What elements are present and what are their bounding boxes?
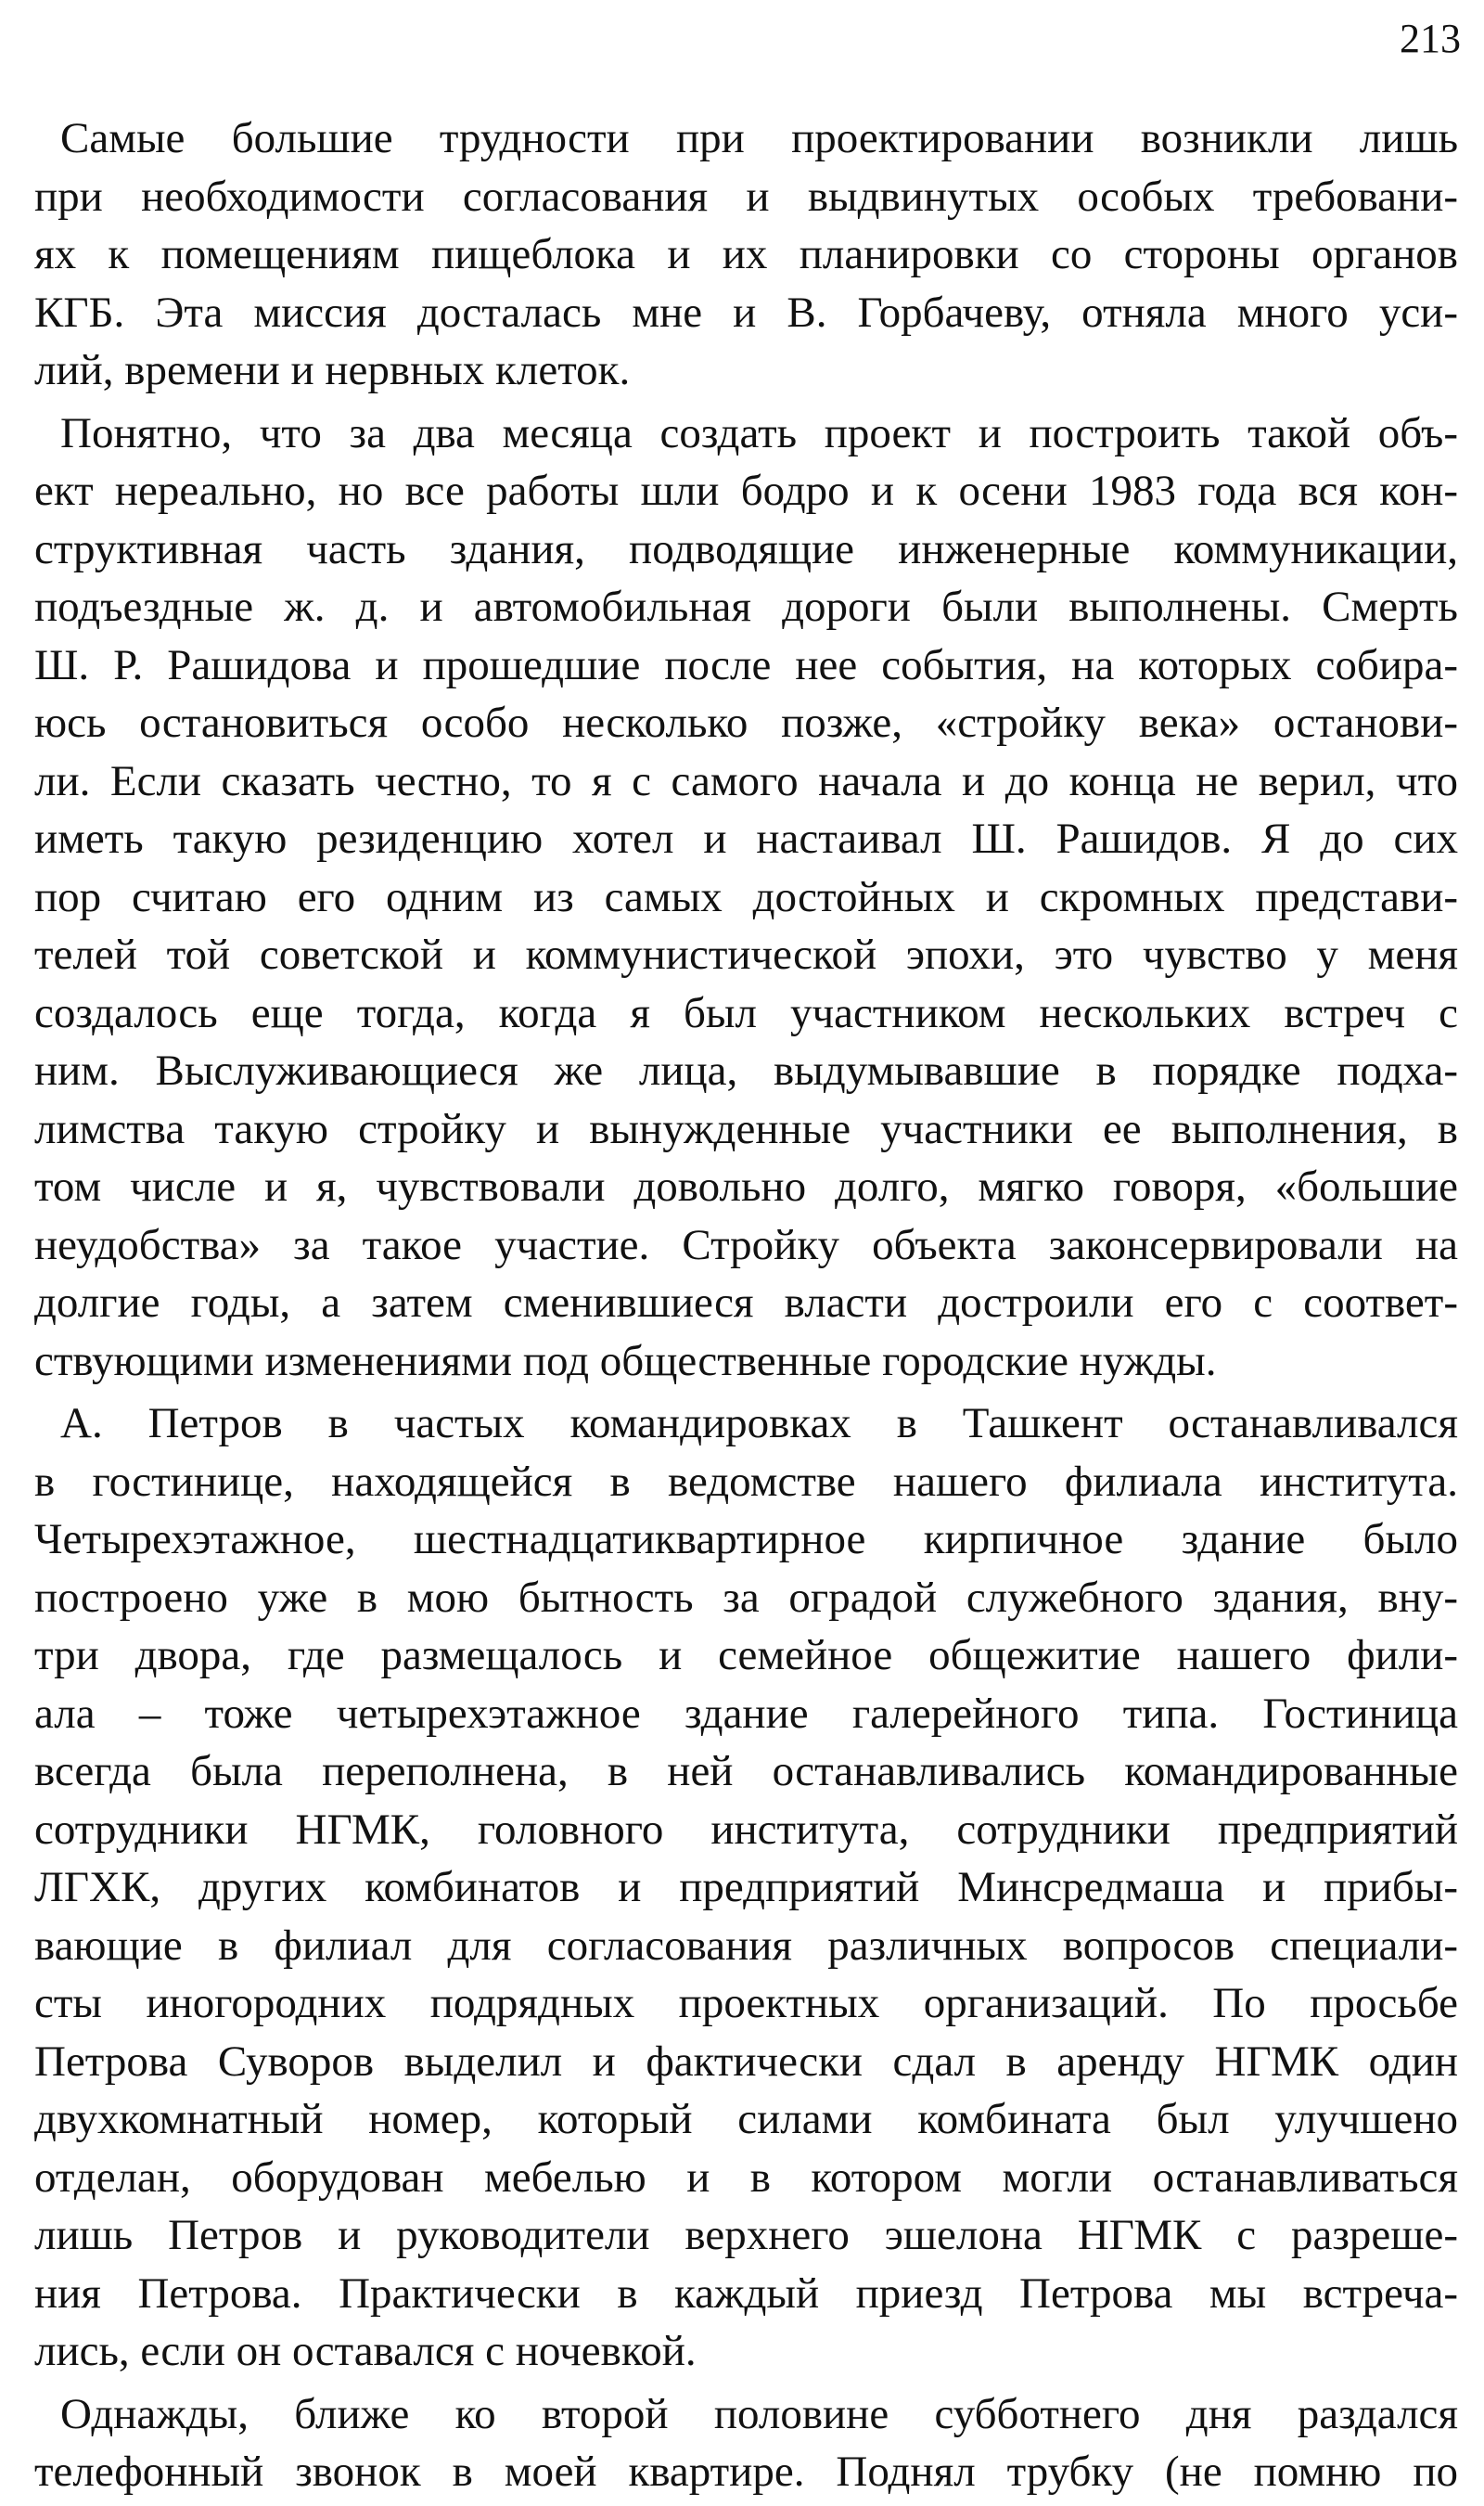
text-line: ях к помещениям пищеблока и их планировки со стороны органов	[34, 230, 1458, 278]
text-line: подъездные ж. д. и автомобильная дороги были выполнены. Смерть	[34, 583, 1458, 631]
text-line: всегда была переполнена, в ней останавливались командированные	[34, 1747, 1458, 1795]
text-line: КГБ. Эта миссия досталась мне и В. Горбачеву, отняла много уси-	[34, 288, 1458, 337]
text-line: том числе и я, чувствовали довольно долго, мягко говоря, «большие	[34, 1163, 1458, 1211]
text-line: Понятно, что за два месяца создать проект и построить такой объ-	[60, 408, 1458, 457]
text-line: создалось еще тогда, когда я был участником нескольких встреч с	[34, 988, 1458, 1037]
text-line: построено уже в мою бытность за оградой служебного здания, вну-	[34, 1573, 1458, 1622]
page-number: 213	[1400, 16, 1461, 61]
text-line: Самые большие трудности при проектировании возникли лишь	[60, 114, 1458, 162]
text-line: ствующими изменениями под общественные городские нужды.	[34, 1336, 1217, 1385]
text-line: А. Петров в частых командировках в Ташкент останавливался	[60, 1399, 1458, 1447]
text-line: ния Петрова. Практически в каждый приезд Петрова мы встреча-	[34, 2268, 1458, 2318]
paragraph	[34, 1394, 1458, 2381]
text-line: лимства такую стройку и вынужденные участники ее выполнения, в	[34, 1104, 1458, 1153]
body-text	[34, 109, 1458, 2506]
text-line: отделан, оборудован мебелью и в котором могли останавливаться	[34, 2153, 1458, 2202]
text-line: телей той советской и коммунистической эпохи, это чувство у меня	[34, 931, 1458, 979]
text-line: юсь остановиться особо несколько позже, «стройку века» останови-	[34, 699, 1458, 747]
text-line: Петрова Суворов выделил и фактически сдал в аренду НГМК один	[34, 2037, 1458, 2086]
text-line: при необходимости согласования и выдвинутых особых требовани-	[34, 172, 1458, 221]
text-line: структивная часть здания, подводящие инженерные коммуникации,	[34, 524, 1458, 573]
text-line: иметь такую резиденцию хотел и настаивал Ш. Рашидов. Я до сих	[34, 815, 1458, 863]
text-line: телефонный звонок в моей квартире. Поднял трубку (не помню по	[34, 2448, 1458, 2496]
text-line: пор считаю его одним из самых достойных и скромных представи-	[34, 872, 1458, 921]
text-line: сотрудники НГМК, головного института, сотрудники предприятий	[34, 1805, 1458, 1854]
text-line: неудобства» за такое участие. Стройку объекта законсервировали на	[34, 1220, 1458, 1269]
text-line: лий, времени и нервных клеток.	[34, 346, 631, 394]
text-line: ала – тоже четырехэтажное здание галерейного типа. Гостиница	[34, 1689, 1458, 1738]
text-line: ЛГХК, других комбинатов и предприятий Минсредмаша и прибы-	[34, 1863, 1458, 1911]
text-line: Четырехэтажное, шестнадцатиквартирное кирпичное здание было	[34, 1515, 1458, 1563]
text-line: вающие в филиал для согласования различных вопросов специали-	[34, 1921, 1458, 1970]
paragraph	[34, 405, 1458, 1391]
text-line: Ш. Р. Рашидова и прошедшие после нее события, на которых собира-	[34, 640, 1458, 689]
text-line: двухкомнатный номер, который силами комбината был улучшено	[34, 2095, 1458, 2143]
text-line: долгие годы, а затем сменившиеся власти достроили его с соответ-	[34, 1279, 1458, 1327]
paragraph	[34, 109, 1458, 400]
text-line: лишь Петров и руководители верхнего эшелона НГМК с разреше-	[34, 2211, 1458, 2259]
text-line: ект нереально, но все работы шли бодро и к осени 1983 года вся кон-	[34, 467, 1458, 515]
text-line: сты иногородних подрядных проектных организаций. По просьбе	[34, 1979, 1458, 2027]
text-line: в гостинице, находящейся в ведомстве нашего филиала института.	[34, 1457, 1458, 1506]
text-line: ним. Выслуживающиеся же лица, выдумывавшие в порядке подха-	[34, 1047, 1458, 1095]
text-line: ли. Если сказать честно, то я с самого начала и до конца не верил, что	[34, 756, 1458, 805]
text-line: три двора, где размещалось и семейное общежитие нашего фили-	[34, 1631, 1458, 1679]
text-line: лись, если он оставался с ночевкой.	[34, 2327, 697, 2375]
text-line: Однажды, ближе ко второй половине субботнего дня раздался	[60, 2389, 1458, 2438]
